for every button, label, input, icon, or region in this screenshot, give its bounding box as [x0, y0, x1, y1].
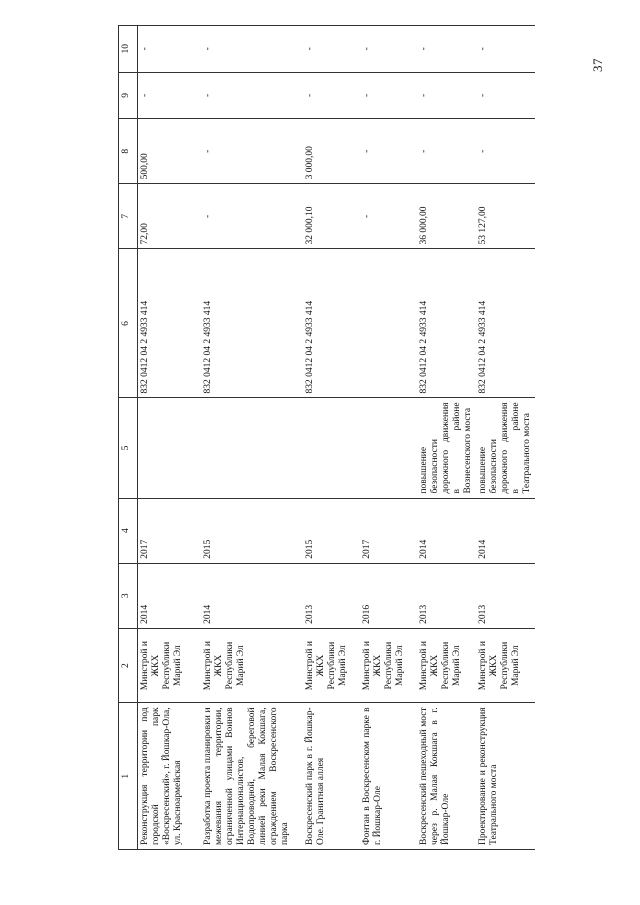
budget-code-cell: 832 0412 04 2 4933 414: [476, 249, 535, 398]
end-year-cell: 2017: [360, 498, 417, 563]
event-name-cell: Проектирование и реконструкция Театрального моста: [476, 703, 535, 850]
event-name-cell: Реконструкция территории под городской парк «Воскресенский», г. Йошкар-Ола, ул. Красноармейская: [138, 703, 201, 850]
end-year-cell: 2015: [303, 498, 360, 563]
event-name-cell: Разработка проекта планировки и межевания территории, ограниченной улицами Воинов Интернационалистов, Водопроводной, береговой линией реки Малая Кокшага, ограждением Воскресенского парка: [201, 703, 303, 850]
event-name-cell: Воскресенский парк в г. Йошкар-Оле. Гранитная аллея: [303, 703, 360, 850]
budget-code-cell: 832 0412 04 2 4933 414: [417, 249, 476, 398]
start-year-cell: 2014: [138, 563, 201, 628]
value-cell-9: -: [201, 72, 303, 119]
result-cell: [201, 398, 303, 498]
budget-code-cell: [360, 249, 417, 398]
end-year-cell: 2014: [476, 498, 535, 563]
value-cell-7: 53 127,00: [476, 184, 535, 249]
result-cell: [138, 398, 201, 498]
event-name-cell: Фонтан в Воскресенском парке в г. Йошкар-Оле: [360, 703, 417, 850]
column-header: 1: [119, 703, 138, 850]
executor-cell: Минстрой и ЖКХ Республики Марий Эл: [303, 628, 360, 702]
result-cell: повышение безопасности дорожного движения в районе Театрального моста: [476, 398, 535, 498]
value-cell-7: -: [201, 184, 303, 249]
executor-cell: Минстрой и ЖКХ Республики Марий Эл: [201, 628, 303, 702]
value-cell-8: 3 000,00: [303, 119, 360, 184]
value-cell-9: -: [360, 72, 417, 119]
start-year-cell: 2013: [303, 563, 360, 628]
value-cell-9: -: [417, 72, 476, 119]
value-cell-7: 36 000,00: [417, 184, 476, 249]
column-header: 7: [119, 184, 138, 249]
table-row: [360, 26, 417, 850]
result-cell: повышение безопасности дорожного движения в районе Вознесенского моста: [417, 398, 476, 498]
column-header: 9: [119, 72, 138, 119]
executor-cell: Минстрой и ЖКХ Республики Марий Эл: [417, 628, 476, 702]
column-header: 4: [119, 498, 138, 563]
start-year-cell: 2013: [476, 563, 535, 628]
end-year-cell: 2017: [138, 498, 201, 563]
result-cell: [360, 398, 417, 498]
program-table-rotated: [118, 25, 578, 850]
table-row: [303, 26, 360, 850]
column-header: 10: [119, 26, 138, 73]
value-cell-8: -: [476, 119, 535, 184]
budget-code-cell: 832 0412 04 2 4933 414: [138, 249, 201, 398]
table-row: [138, 26, 201, 850]
program-table: [118, 25, 535, 850]
value-cell-10: -: [201, 26, 303, 73]
budget-code-cell: 832 0412 04 2 4933 414: [201, 249, 303, 398]
value-cell-10: -: [417, 26, 476, 73]
table-row: [476, 26, 535, 850]
event-name-cell: Воскресенский пешеходный мост через р. Малая Кокшага в г. Йошкар-Оле: [417, 703, 476, 850]
value-cell-10: -: [360, 26, 417, 73]
value-cell-7: 72,00: [138, 184, 201, 249]
value-cell-8: 500,00: [138, 119, 201, 184]
column-header: 5: [119, 398, 138, 498]
executor-cell: Минстрой и ЖКХ Республики Марий Эл: [476, 628, 535, 702]
value-cell-8: -: [360, 119, 417, 184]
value-cell-10: -: [476, 26, 535, 73]
start-year-cell: 2013: [417, 563, 476, 628]
value-cell-9: -: [303, 72, 360, 119]
value-cell-10: -: [138, 26, 201, 73]
value-cell-9: -: [476, 72, 535, 119]
column-header: 6: [119, 249, 138, 398]
end-year-cell: 2015: [201, 498, 303, 563]
value-cell-7: -: [360, 184, 417, 249]
end-year-cell: 2014: [417, 498, 476, 563]
column-header: 2: [119, 628, 138, 702]
budget-code-cell: 832 0412 04 2 4933 414: [303, 249, 360, 398]
page-number: 37: [590, 58, 605, 72]
value-cell-10: -: [303, 26, 360, 73]
start-year-cell: 2014: [201, 563, 303, 628]
column-header: 3: [119, 563, 138, 628]
start-year-cell: 2016: [360, 563, 417, 628]
value-cell-8: -: [201, 119, 303, 184]
executor-cell: Минстрой и ЖКХ Республики Марий Эл: [360, 628, 417, 702]
value-cell-8: -: [417, 119, 476, 184]
table-row: [201, 26, 303, 850]
value-cell-7: 32 000,10: [303, 184, 360, 249]
result-cell: [303, 398, 360, 498]
table-header-row: [119, 26, 138, 850]
column-header: 8: [119, 119, 138, 184]
executor-cell: Минстрой и ЖКХ Республики Марий Эл: [138, 628, 201, 702]
table-row: [417, 26, 476, 850]
value-cell-9: -: [138, 72, 201, 119]
